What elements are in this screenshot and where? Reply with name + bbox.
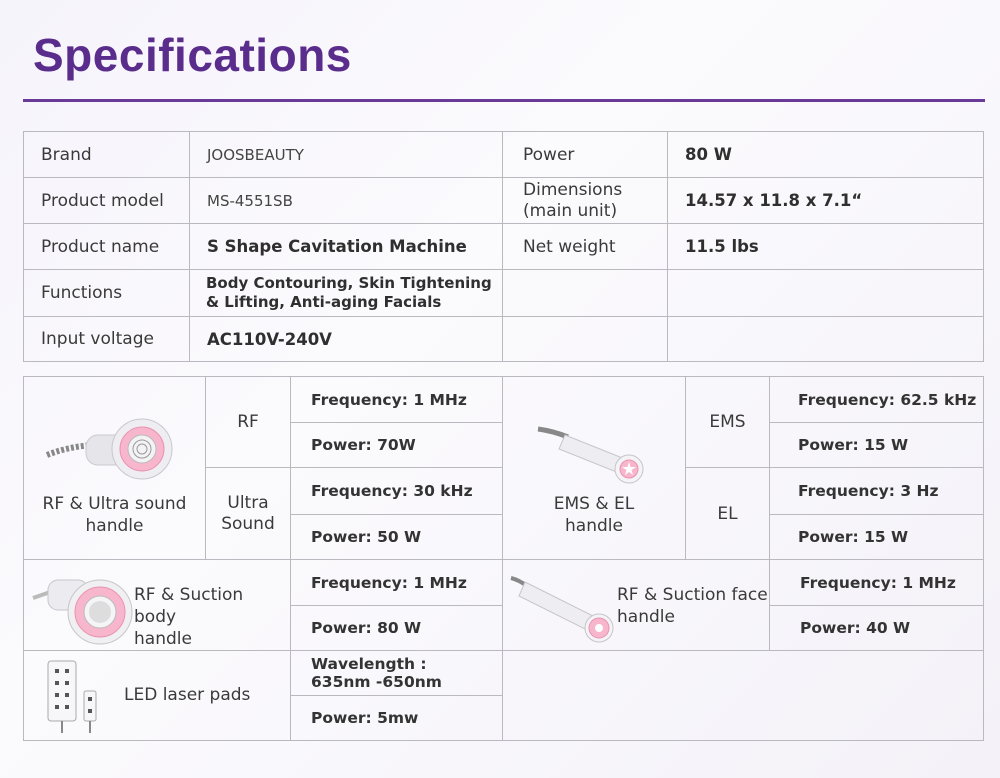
rf-ultra-handle-label-line1: RF & Ultra sound — [42, 494, 187, 514]
led-wavelength — [290, 650, 503, 696]
dimensions-label — [502, 177, 668, 224]
ultra-sound-mode-label — [205, 467, 291, 560]
rf-suction-body-handle-cell — [23, 559, 291, 651]
el-frequency: Frequency: 3 Hz — [769, 467, 984, 515]
empty-cell — [502, 269, 668, 317]
rf-mode-label: RF — [205, 376, 291, 468]
name-value: S Shape Cavitation Machine — [189, 223, 503, 270]
power-value: 80 W — [667, 131, 984, 178]
rf-suction-face-label-line1: RF & Suction face — [617, 585, 768, 605]
rf-suction-body-power: Power: 80 W — [290, 605, 503, 651]
brand-value: JOOSBEAUTY — [189, 131, 503, 178]
rf-suction-body-handle-image — [28, 568, 133, 646]
ems-el-handle-label-line1: EMS & EL — [553, 494, 635, 514]
dimensions-label-line2: (main unit) — [523, 200, 618, 221]
model-label: Product model — [23, 177, 190, 224]
functions-line2: & Lifting, Anti-aging Facials — [206, 293, 442, 311]
title-divider — [23, 99, 985, 102]
ems-mode-label: EMS — [685, 376, 770, 468]
ultra-sound-power: Power: 50 W — [290, 514, 503, 560]
functions-line1: Body Contouring, Skin Tightening — [206, 274, 492, 292]
rf-suction-face-handle-cell — [502, 559, 770, 651]
ultra-sound-frequency: Frequency: 30 kHz — [290, 467, 503, 515]
rf-ultra-handle-image — [42, 407, 182, 487]
empty-cell — [502, 650, 984, 741]
rf-suction-face-frequency: Frequency: 1 MHz — [769, 559, 984, 606]
led-wavelength-line2: 635nm -650nm — [311, 673, 442, 691]
page-title: Specifications — [33, 29, 352, 81]
el-power: Power: 15 W — [769, 514, 984, 560]
power-label: Power — [502, 131, 668, 178]
ems-power: Power: 15 W — [769, 422, 984, 468]
empty-cell — [667, 269, 984, 317]
rf-suction-face-label-line2: handle — [617, 607, 675, 627]
voltage-value: AC110V-240V — [189, 316, 503, 362]
rf-suction-body-frequency: Frequency: 1 MHz — [290, 559, 503, 606]
led-pads-image — [44, 657, 124, 737]
empty-cell — [502, 316, 668, 362]
led-laser-pads-label: LED laser pads — [124, 685, 251, 705]
rf-ultra-handle-cell — [23, 376, 206, 560]
rf-suction-face-power: Power: 40 W — [769, 605, 984, 651]
rf-suction-body-label-line1: RF & Suction body — [134, 585, 244, 627]
empty-cell — [667, 316, 984, 362]
functions-value — [189, 269, 503, 317]
rf-suction-body-label-line2: handle — [134, 629, 192, 649]
rf-suction-face-handle-image — [507, 570, 617, 645]
model-value: MS-4551SB — [189, 177, 503, 224]
rf-ultra-handle-label-line2: handle — [85, 516, 144, 536]
led-laser-pads-cell — [23, 650, 291, 741]
dimensions-label-line1: Dimensions — [523, 179, 623, 200]
ems-frequency: Frequency: 62.5 kHz — [769, 376, 984, 423]
functions-label: Functions — [23, 269, 190, 317]
ultra-sound-line1: Ultra — [227, 492, 269, 513]
weight-label: Net weight — [502, 223, 668, 270]
voltage-label: Input voltage — [23, 316, 190, 362]
ultra-sound-line2: Sound — [221, 513, 275, 534]
name-label: Product name — [23, 223, 190, 270]
ems-el-handle-label-line2: handle — [565, 516, 623, 536]
weight-value: 11.5 lbs — [667, 223, 984, 270]
led-wavelength-line1: Wavelength : — [311, 655, 427, 673]
rf-power: Power: 70W — [290, 422, 503, 468]
ems-el-handle-cell — [502, 376, 686, 560]
led-power: Power: 5mw — [290, 695, 503, 741]
ems-el-handle-image — [533, 417, 653, 487]
el-mode-label: EL — [685, 467, 770, 560]
brand-label: Brand — [23, 131, 190, 178]
dimensions-value: 14.57 x 11.8 x 7.1“ — [667, 177, 984, 224]
rf-frequency: Frequency: 1 MHz — [290, 376, 503, 423]
